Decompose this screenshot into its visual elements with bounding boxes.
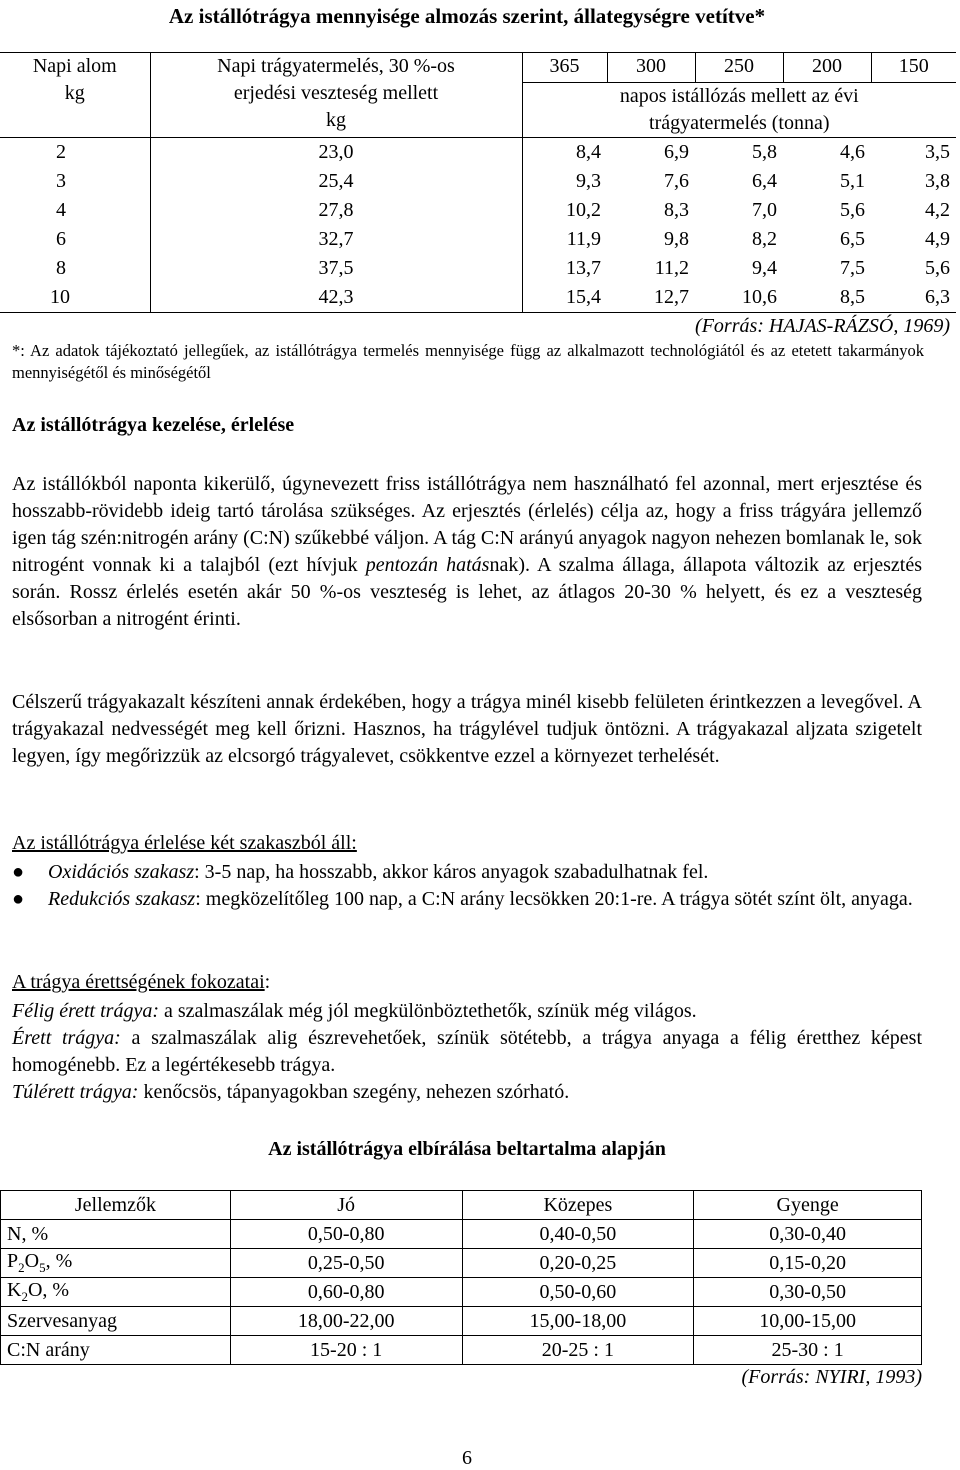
table-row [0,283,956,313]
cell: 2 [0,138,150,168]
cell: 4,2 [925,199,950,221]
cell: 6,3 [925,286,950,308]
maturity-list [12,998,922,1106]
cell: 9,8 [664,228,689,250]
cell: 0,20-0,25 [462,1249,694,1278]
footnote: *: Az adatok tájékoztató jellegűek, az istállótrágya termelés mennyisége függ az alkalmazott technológiától és az etetett takarmányok mennyiségétől és minőségétől [12,341,924,382]
cell: 5,6 [840,199,865,221]
cell: 0,30-0,50 [694,1278,922,1307]
cell: 4,6 [840,141,865,163]
cell: 0,60-0,80 [230,1278,462,1307]
cell: 9,4 [752,257,777,279]
cell: 0,30-0,40 [694,1220,922,1249]
list-item: ● Oxidációs szakasz: 3-5 nap, ha hosszabb, akkor káros anyagok szabadulhatnak fel. [12,859,922,886]
manure-production-table [0,52,956,313]
page-title: Az istállótrágya mennyisége almozás szerint, állategységre vetítve* [168,4,766,28]
cell: 7,5 [840,257,865,279]
table-row [1,1278,922,1307]
table-row [1,1307,922,1336]
cell: 0,50-0,60 [462,1278,694,1307]
row-label: C:N arány [1,1336,231,1365]
cell: 15-20 : 1 [230,1336,462,1365]
cell: 5,6 [925,257,950,279]
table2-source: (Forrás: NYIRI, 1993) [741,1366,922,1388]
header-days-150: 150 [871,53,956,83]
header-daily-bedding: Napi alom kg [0,53,150,138]
cell: 7,6 [664,170,689,192]
header-days-250: 250 [695,53,783,83]
list-item: Túlérett trágya: kenőcsös, tápanyagokban szegény, nehezen szórható. [12,1081,570,1103]
cell: 0,25-0,50 [230,1249,462,1278]
cell: 0,15-0,20 [694,1249,922,1278]
table-row [1,1249,922,1278]
cell: 12,7 [654,286,689,308]
table-row [0,254,956,283]
cell: 3,8 [925,170,950,192]
cell: 8 [0,254,150,283]
row-label: Szervesanyag [1,1307,231,1336]
header-cell: Jó [230,1191,462,1220]
cell: 27,8 [150,196,522,225]
cell: 18,00-22,00 [230,1307,462,1336]
cell: 3 [0,167,150,196]
header-cell: Gyenge [694,1191,922,1220]
cell: 15,4 [566,286,601,308]
table-row [0,167,956,196]
cell: 4 [0,196,150,225]
cell: 42,3 [150,283,522,313]
maturity-heading: A trágya érettségének fokozatai: [12,971,271,993]
cell: 0,50-0,80 [230,1220,462,1249]
cell: 6,9 [664,141,689,163]
cell: 8,2 [752,228,777,250]
header-days-200: 200 [783,53,871,83]
cell: 8,4 [576,141,601,163]
cell: 11,2 [654,257,689,279]
paragraph-ripening: Az istállókból naponta kikerülő, úgynevezett friss istállótrágya nem használható fel azonnal, mert erjesztése és hosszabb-rövidebb ideig tartó tárolása szükséges. Az erjesztés (érlelés) célja az, hogy a friss trágyára jellemző igen tág szén:nitrogén arány (C:N) szűkebbé váljon. A tág C:N arányú anyagok nagyon nehezen bomlanak le, sok nitrogént vonnak ki a talajból (ezt hívjuk pentozán hatásnak). A szalma állaga, állapota változik az erjesztés során. Rossz érlelés esetén akár 50 %-os veszteség is lehet, az átlagos 20-30 % helyett, és ez a veszteség elsősorban a nitrogént érinti. [12,473,922,630]
cell: 8,5 [840,286,865,308]
cell: 32,7 [150,225,522,254]
paragraph-manure-pile: Célszerű trágyakazalt készíteni annak érdekében, hogy a trágya minél kisebb felületen érintkezzen a levegővel. A trágyakazal nedvességét meg kell őrizni. Hasznos, ha trágylével tudjuk öntözni. A trágyakazal aljzata szigetelt legyen, így megőrizzük az elcsorgó trágyalevet, csökkentve ezzel a környezet terhelését. [12,691,922,767]
table-row [0,138,956,168]
cell: 10,2 [566,199,601,221]
cell: 6 [0,225,150,254]
row-label: $P_2O_5$, % [1,1249,231,1278]
section-heading-evaluation: Az istállótrágya elbírálása beltartalma alapján [268,1138,666,1160]
header-cell: Közepes [462,1191,694,1220]
cell: 4,9 [925,228,950,250]
row-label: $K_2O$, % [1,1278,231,1307]
table1-source: (Forrás: HAJAS-RÁZSÓ, 1969) [695,315,950,337]
cell: 6,5 [840,228,865,250]
cell: 10,6 [742,286,777,308]
cell: 5,1 [840,170,865,192]
header-daily-manure: Napi trágyatermelés, 30 %-os erjedési veszteség mellett kg [150,53,522,138]
table-row [1,1220,922,1249]
cell: 15,00-18,00 [462,1307,694,1336]
cell: 9,3 [576,170,601,192]
list-item: Érett trágya: a szalmaszálak alig észrevehetőek, színük sötétebb, a trágya anyaga a félig éretthez képest homogénebb. Ez a legértékesebb trágya. [12,1027,923,1076]
manure-quality-table [0,1190,922,1365]
table-row [0,196,956,225]
cell: 7,0 [752,199,777,221]
bullet-icon: ● [12,888,25,910]
header-days-300: 300 [607,53,695,83]
list-item: ● Redukciós szakasz: megközelítőleg 100 nap, a C:N arány lecsökken 20:1-re. A trágya sötét színt ölt, anyaga. [12,886,922,913]
cell: 20-25 : 1 [462,1336,694,1365]
bullet-icon: ● [12,861,25,883]
list-item: Félig érett trágya: a szalmaszálak még jól megkülönböztethetők, színük még világos. [12,1000,697,1022]
header-days-365: 365 [522,53,607,83]
cell: 10 [0,283,150,313]
page-number: 6 [462,1447,472,1469]
cell: 25,4 [150,167,522,196]
header-annual-production: napos istállózás mellett az évi trágyatermelés (tonna) [522,83,956,138]
cell: 25-30 : 1 [694,1336,922,1365]
cell: 8,3 [664,199,689,221]
cell: 13,7 [566,257,601,279]
cell: 11,9 [566,228,601,250]
ripening-stages-list [12,859,922,913]
cell: 5,8 [752,141,777,163]
table-row [0,225,956,254]
cell: 3,5 [925,141,950,163]
ripening-stages-heading: Az istállótrágya érlelése két szakaszból áll: [12,832,357,854]
table-header-row [1,1191,922,1220]
cell: 37,5 [150,254,522,283]
cell: 10,00-15,00 [694,1307,922,1336]
cell: 23,0 [150,138,522,168]
cell: 6,4 [752,170,777,192]
row-label: N, % [1,1220,231,1249]
header-cell: Jellemzők [1,1191,231,1220]
cell: 0,40-0,50 [462,1220,694,1249]
section-heading-handling: Az istállótrágya kezelése, érlelése [12,414,295,436]
table-row [1,1336,922,1365]
